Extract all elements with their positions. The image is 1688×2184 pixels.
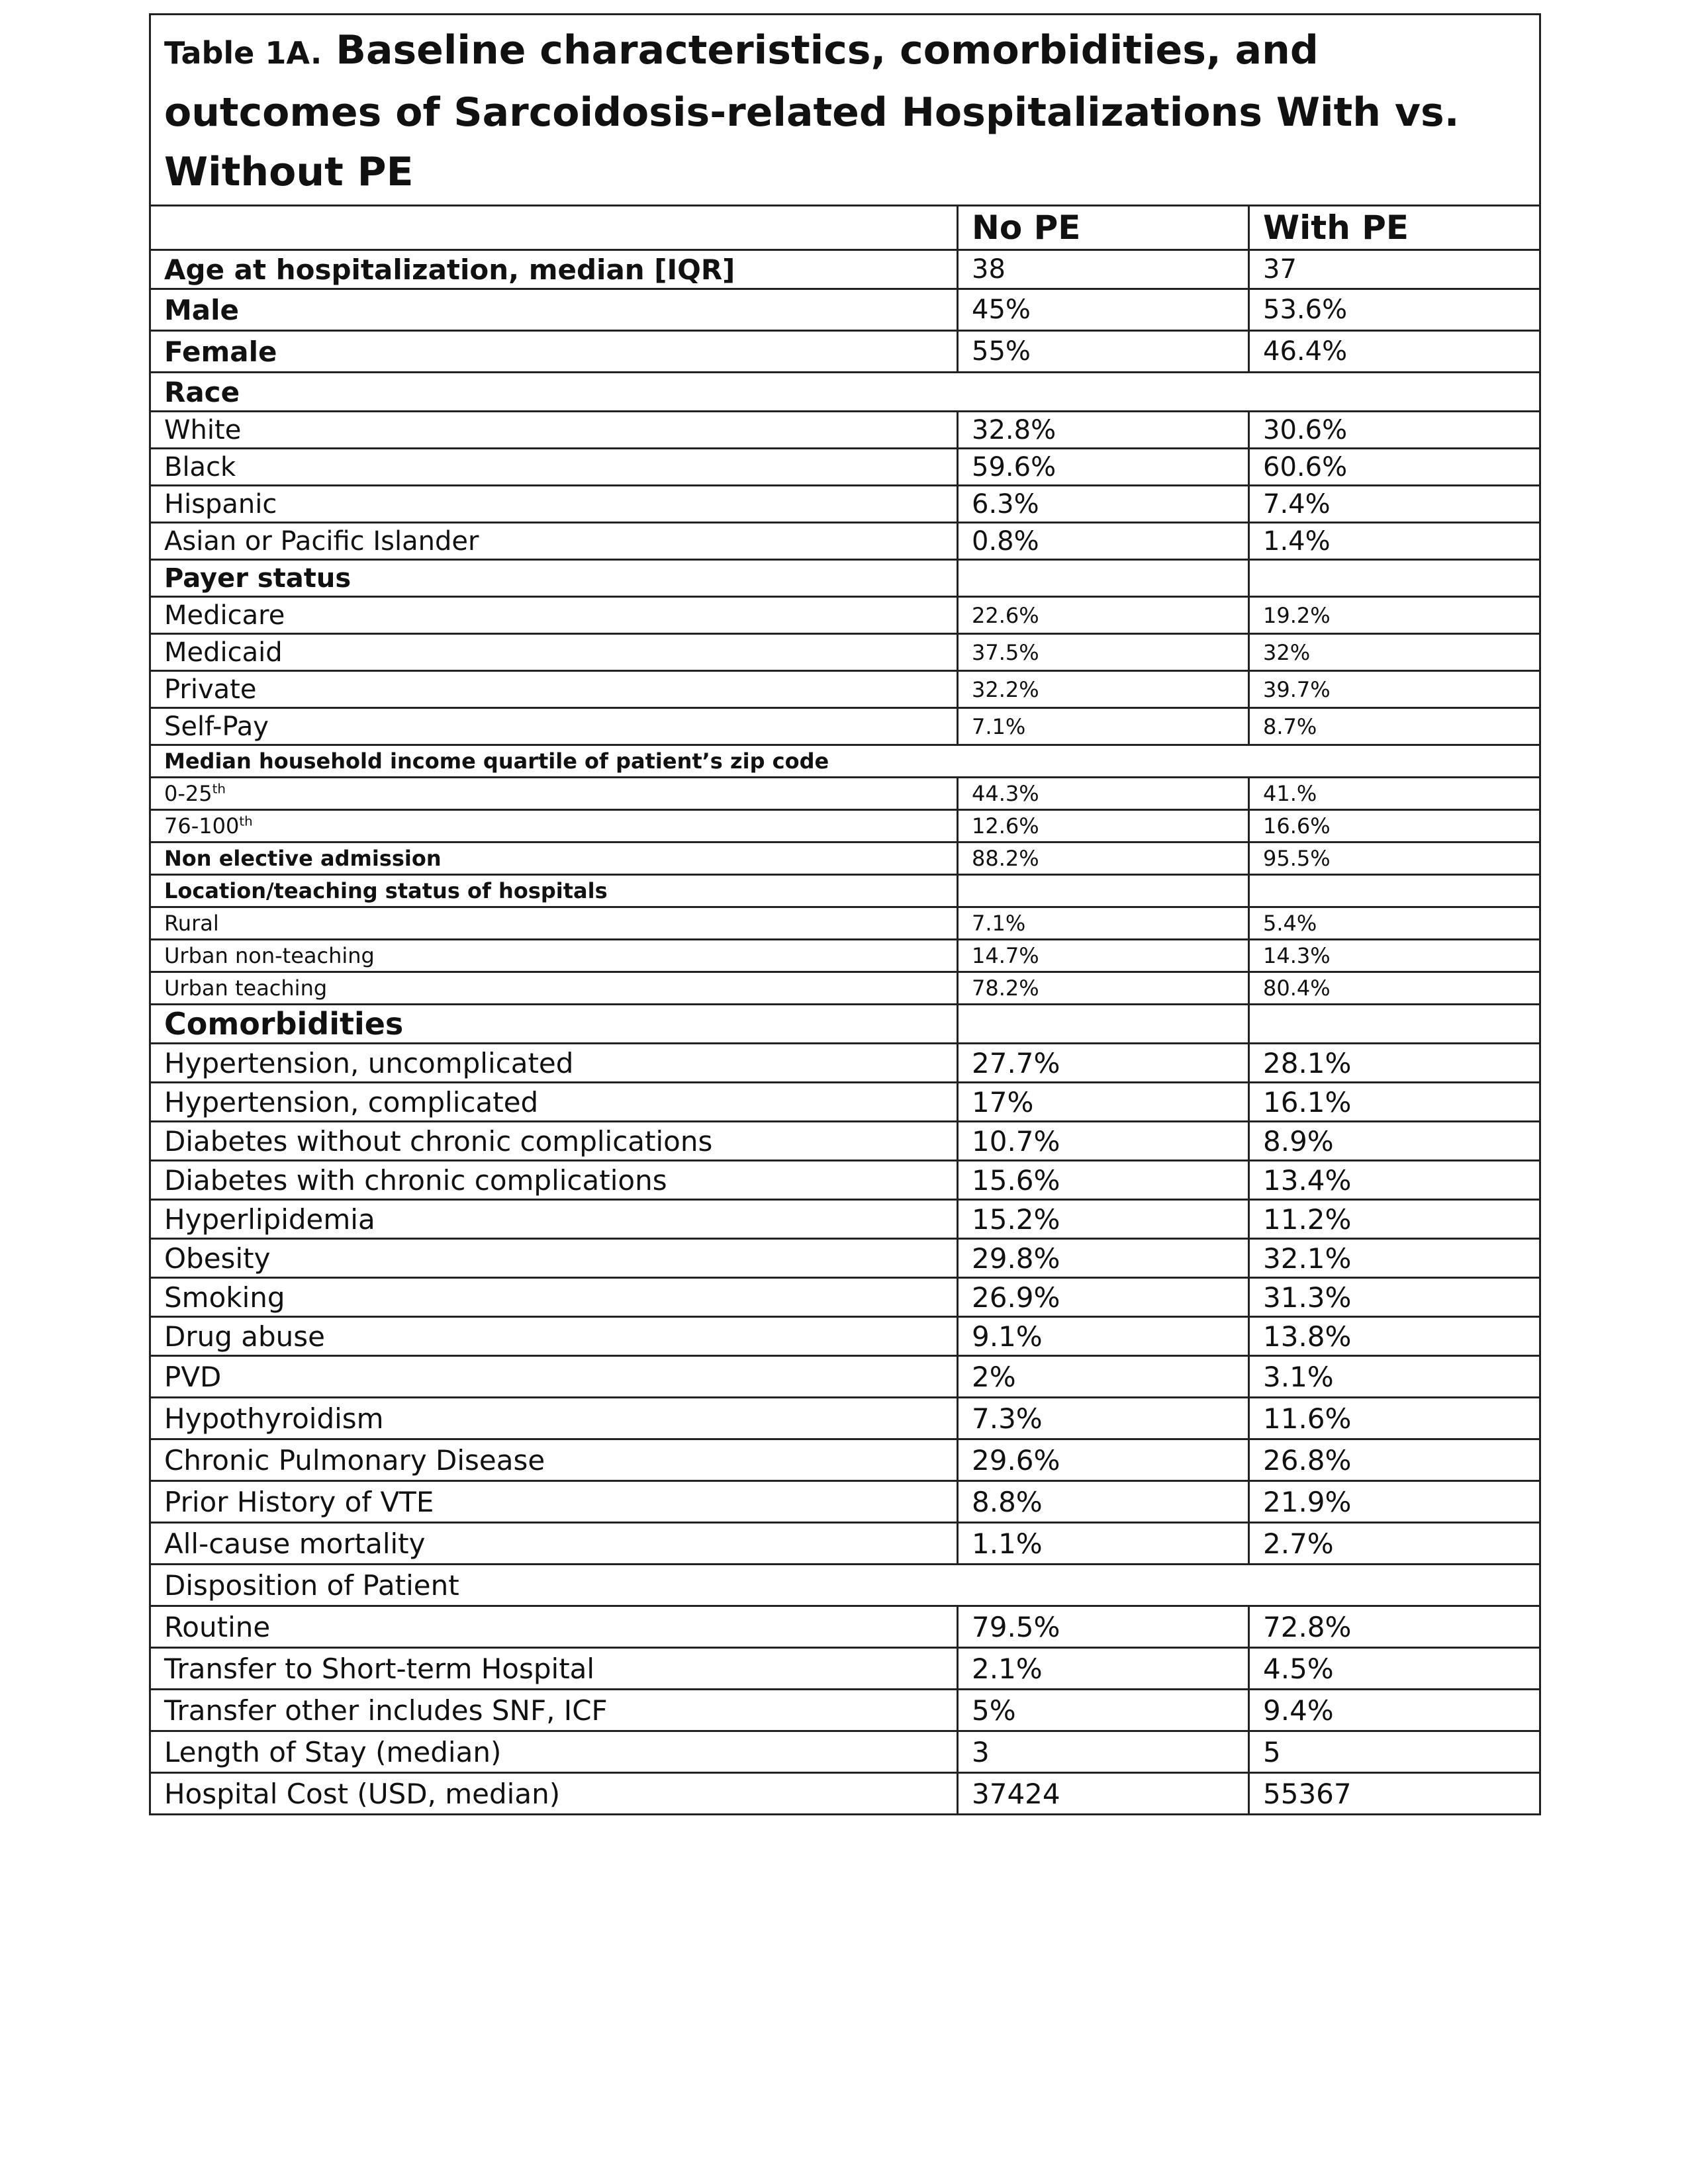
with-pe-value: 53.6% [1249, 289, 1540, 331]
no-pe-value: 44.3% [958, 778, 1249, 810]
row-label: Length of Stay (median) [150, 1731, 958, 1773]
table-row [150, 250, 1540, 289]
with-pe-value [1249, 560, 1540, 597]
table-row [150, 1200, 1540, 1239]
table-row [150, 1122, 1540, 1161]
no-pe-value: 59.6% [958, 449, 1249, 486]
row-label: Black [150, 449, 958, 486]
row-label: Chronic Pulmonary Disease [150, 1439, 958, 1481]
with-pe-value: 95.5% [1249, 842, 1540, 875]
with-pe-value: 13.4% [1249, 1161, 1540, 1200]
table-row [150, 1731, 1540, 1773]
row-label: Medicare [150, 597, 958, 634]
with-pe-value: 26.8% [1249, 1439, 1540, 1481]
no-pe-value: 6.3% [958, 486, 1249, 523]
no-pe-value: 2% [958, 1356, 1249, 1398]
row-label: Routine [150, 1606, 958, 1648]
no-pe-value: 27.7% [958, 1044, 1249, 1083]
row-label: Drug abuse [150, 1317, 958, 1356]
table-row [150, 708, 1540, 745]
no-pe-value: 3 [958, 1731, 1249, 1773]
row-label: Female [150, 331, 958, 373]
row-label: Prior History of VTE [150, 1481, 958, 1523]
row-label: White [150, 412, 958, 449]
no-pe-value: 55% [958, 331, 1249, 373]
row-label [150, 810, 958, 842]
row-label: Hospital Cost (USD, median) [150, 1773, 958, 1815]
table-title-main: Baseline characteristics, comorbidities, and outcomes of Sarcoidosis-related Hospitalizations With vs. Without PE [164, 27, 1460, 195]
table-row [150, 1481, 1540, 1523]
no-pe-value: 79.5% [958, 1606, 1249, 1648]
no-pe-value: 9.1% [958, 1317, 1249, 1356]
row-label: Diabetes without chronic complications [150, 1122, 958, 1161]
with-pe-value: 14.3% [1249, 940, 1540, 972]
row-label: Hyperlipidemia [150, 1200, 958, 1239]
no-pe-value: 15.2% [958, 1200, 1249, 1239]
with-pe-value: 32.1% [1249, 1239, 1540, 1278]
no-pe-value: 5% [958, 1690, 1249, 1731]
row-label: Obesity [150, 1239, 958, 1278]
table-row [150, 1161, 1540, 1200]
row-label: Smoking [150, 1278, 958, 1317]
with-pe-value: 46.4% [1249, 331, 1540, 373]
table-row [150, 634, 1540, 671]
with-pe-value: 32% [1249, 634, 1540, 671]
section-label-race: Race [150, 373, 1540, 412]
with-pe-value: 11.6% [1249, 1398, 1540, 1439]
row-label: Transfer to Short-term Hospital [150, 1648, 958, 1690]
row-label: Rural [150, 907, 958, 940]
no-pe-value: 38 [958, 250, 1249, 289]
with-pe-value: 11.2% [1249, 1200, 1540, 1239]
no-pe-value: 32.8% [958, 412, 1249, 449]
no-pe-value: 15.6% [958, 1161, 1249, 1200]
table-row [150, 940, 1540, 972]
with-pe-value: 13.8% [1249, 1317, 1540, 1356]
table-row [150, 597, 1540, 634]
with-pe-value: 55367 [1249, 1773, 1540, 1815]
table-row [150, 1356, 1540, 1398]
row-label: Age at hospitalization, median [IQR] [150, 250, 958, 289]
row-label: Urban non-teaching [150, 940, 958, 972]
table-row [150, 523, 1540, 560]
no-pe-value: 17% [958, 1083, 1249, 1122]
table-row [150, 289, 1540, 331]
no-pe-value: 14.7% [958, 940, 1249, 972]
table-row [150, 449, 1540, 486]
table-row [150, 671, 1540, 708]
row-label: Male [150, 289, 958, 331]
table-title-prefix: Table 1A. [164, 35, 322, 71]
row-label: All-cause mortality [150, 1523, 958, 1565]
no-pe-value: 45% [958, 289, 1249, 331]
section-row [150, 560, 1540, 597]
with-pe-value: 4.5% [1249, 1648, 1540, 1690]
section-row [150, 745, 1540, 778]
section-row [150, 1005, 1540, 1044]
no-pe-value: 32.2% [958, 671, 1249, 708]
with-pe-value: 8.9% [1249, 1122, 1540, 1161]
table-title-row [150, 15, 1540, 206]
no-pe-value: 10.7% [958, 1122, 1249, 1161]
table-row [150, 1690, 1540, 1731]
section-row [150, 373, 1540, 412]
table-row [150, 1044, 1540, 1083]
row-label: Private [150, 671, 958, 708]
with-pe-value: 37 [1249, 250, 1540, 289]
table-row [150, 1439, 1540, 1481]
table-row [150, 1606, 1540, 1648]
with-pe-value: 1.4% [1249, 523, 1540, 560]
no-pe-value [958, 1005, 1249, 1044]
no-pe-value: 29.8% [958, 1239, 1249, 1278]
baseline-characteristics-table [149, 13, 1541, 1815]
column-header-row [150, 206, 1540, 250]
section-row [150, 875, 1540, 907]
with-pe-value: 8.7% [1249, 708, 1540, 745]
row-label-superscript: th [212, 781, 226, 797]
with-pe-value: 16.1% [1249, 1083, 1540, 1122]
column-header-label [150, 206, 958, 250]
no-pe-value: 37424 [958, 1773, 1249, 1815]
table-row [150, 486, 1540, 523]
table-row [150, 842, 1540, 875]
no-pe-value: 88.2% [958, 842, 1249, 875]
table-row [150, 810, 1540, 842]
with-pe-value [1249, 1005, 1540, 1044]
no-pe-value: 22.6% [958, 597, 1249, 634]
table-row [150, 972, 1540, 1005]
with-pe-value: 9.4% [1249, 1690, 1540, 1731]
row-label: Hypothyroidism [150, 1398, 958, 1439]
with-pe-value: 28.1% [1249, 1044, 1540, 1083]
with-pe-value: 3.1% [1249, 1356, 1540, 1398]
row-label: Urban teaching [150, 972, 958, 1005]
section-label-location-teaching: Location/teaching status of hospitals [150, 875, 958, 907]
no-pe-value: 26.9% [958, 1278, 1249, 1317]
with-pe-value: 30.6% [1249, 412, 1540, 449]
table-row [150, 331, 1540, 373]
row-label: Asian or Pacific Islander [150, 523, 958, 560]
with-pe-value [1249, 875, 1540, 907]
no-pe-value: 0.8% [958, 523, 1249, 560]
table-row [150, 1398, 1540, 1439]
table-title [150, 15, 1540, 206]
with-pe-value: 31.3% [1249, 1278, 1540, 1317]
row-label: Transfer other includes SNF, ICF [150, 1690, 958, 1731]
with-pe-value: 5 [1249, 1731, 1540, 1773]
no-pe-value: 1.1% [958, 1523, 1249, 1565]
table-row [150, 1773, 1540, 1815]
row-label-text: 0-25 [164, 781, 212, 806]
table-row [150, 907, 1540, 940]
no-pe-value: 37.5% [958, 634, 1249, 671]
with-pe-value: 41.% [1249, 778, 1540, 810]
row-label: Self-Pay [150, 708, 958, 745]
no-pe-value [958, 875, 1249, 907]
table-row [150, 778, 1540, 810]
no-pe-value [958, 560, 1249, 597]
with-pe-value: 21.9% [1249, 1481, 1540, 1523]
no-pe-value: 12.6% [958, 810, 1249, 842]
section-label-disposition: Disposition of Patient [150, 1565, 1540, 1606]
with-pe-value: 16.6% [1249, 810, 1540, 842]
column-header-no-pe: No PE [958, 206, 1249, 250]
table-row [150, 1278, 1540, 1317]
no-pe-value: 7.3% [958, 1398, 1249, 1439]
row-label: Hispanic [150, 486, 958, 523]
no-pe-value: 29.6% [958, 1439, 1249, 1481]
row-label: Non elective admission [150, 842, 958, 875]
with-pe-value: 80.4% [1249, 972, 1540, 1005]
row-label: Hypertension, complicated [150, 1083, 958, 1122]
row-label [150, 778, 958, 810]
row-label: PVD [150, 1356, 958, 1398]
no-pe-value: 78.2% [958, 972, 1249, 1005]
section-label-payer-status: Payer status [150, 560, 958, 597]
with-pe-value: 5.4% [1249, 907, 1540, 940]
no-pe-value: 7.1% [958, 708, 1249, 745]
no-pe-value: 2.1% [958, 1648, 1249, 1690]
section-row [150, 1565, 1540, 1606]
with-pe-value: 60.6% [1249, 449, 1540, 486]
column-header-with-pe: With PE [1249, 206, 1540, 250]
table-row [150, 412, 1540, 449]
table-row [150, 1523, 1540, 1565]
section-label-comorbidities: Comorbidities [150, 1005, 958, 1044]
table-row [150, 1239, 1540, 1278]
row-label-text: 76-100 [164, 813, 240, 839]
table-row [150, 1317, 1540, 1356]
no-pe-value: 8.8% [958, 1481, 1249, 1523]
table-row [150, 1648, 1540, 1690]
no-pe-value: 7.1% [958, 907, 1249, 940]
with-pe-value: 39.7% [1249, 671, 1540, 708]
row-label-superscript: th [239, 813, 253, 829]
row-label: Medicaid [150, 634, 958, 671]
with-pe-value: 2.7% [1249, 1523, 1540, 1565]
table-row [150, 1083, 1540, 1122]
section-label-income-quartile: Median household income quartile of patient’s zip code [150, 745, 1540, 778]
with-pe-value: 19.2% [1249, 597, 1540, 634]
row-label: Hypertension, uncomplicated [150, 1044, 958, 1083]
row-label: Diabetes with chronic complications [150, 1161, 958, 1200]
with-pe-value: 72.8% [1249, 1606, 1540, 1648]
with-pe-value: 7.4% [1249, 486, 1540, 523]
